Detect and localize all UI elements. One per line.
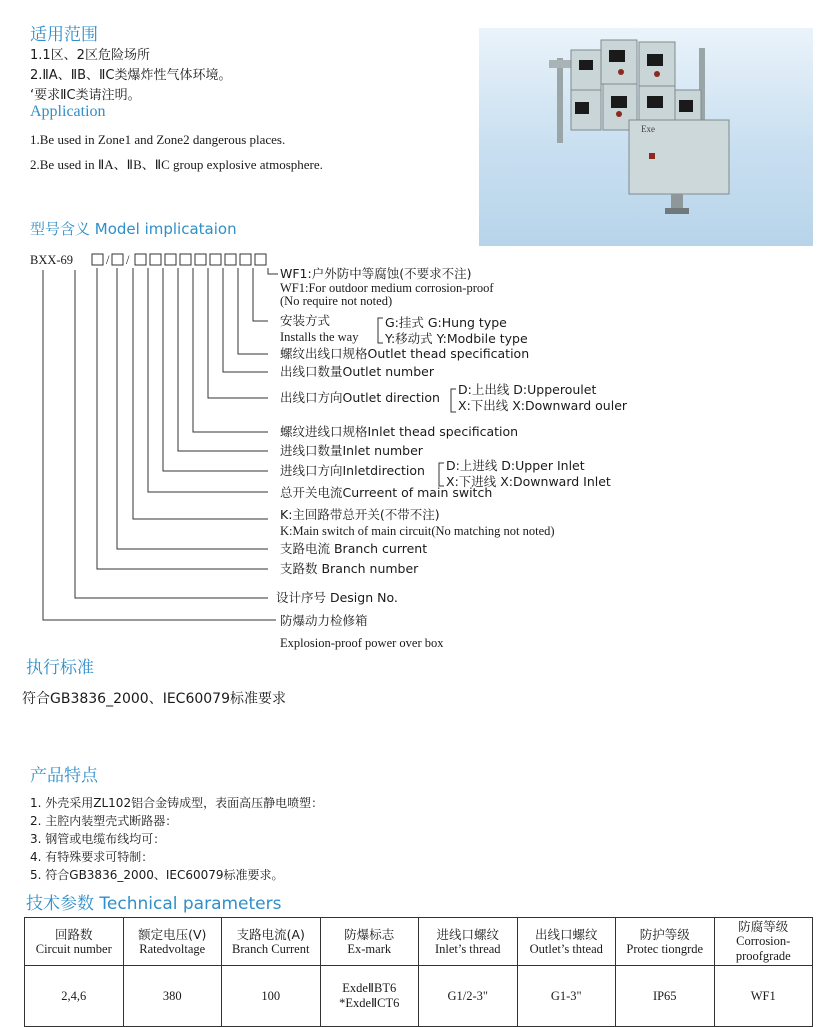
label-install-y: Y:移动式 Y:Modbile type [385, 331, 528, 346]
params-table [24, 917, 813, 1027]
label-inlet-d: D:上进线 D:Upper Inlet [446, 458, 585, 473]
col-protection: 防护等级 Protec tiongrde [616, 918, 715, 966]
application-item-1: 1.Be used in Zone1 and Zone2 dangerous places. [30, 132, 286, 147]
application-item-2: 2.Be used in ⅡA、ⅡB、ⅡC group explosive atmosphere. [30, 157, 323, 172]
col-exmark: 防爆标志 Ex-mark [320, 918, 419, 966]
label-inlet-thread: 螺纹进线口规格Inlet thead specification [280, 424, 519, 439]
feature-item-1: 1. 外壳采用ZL102铝合金铸成型，表面高压静电喷塑： [30, 796, 324, 810]
feature-item-4: 4. 有特殊要求可特制： [30, 850, 154, 864]
label-wf1-cn: WF1:户外防中等腐蚀(不要求不注) [280, 266, 472, 281]
feature-item-5: 5. 符合GB3836_2000、IEC60079标准要求。 [30, 868, 284, 882]
label-k-en: K:Main switch of main circuit(No matching not noted) [280, 524, 555, 538]
cell-corrosion: WF1 [714, 966, 813, 1027]
label-wf1-note: (No require not noted) [280, 294, 393, 308]
scope-item-1: 1.1区、2区危险场所 [30, 48, 150, 63]
col-voltage: 额定电压(V) Ratedvoltage [123, 918, 222, 966]
label-outlet-thread: 螺纹出线口规格Outlet thead specification [280, 346, 530, 361]
label-branch-current: 支路电流 Branch current [280, 541, 428, 556]
label-branch-number: 支路数 Branch number [280, 561, 419, 576]
label-outlet-x: X:下出线 X:Downward ouler [458, 398, 628, 413]
model-heading: 型号含义 Model implicataion [30, 220, 237, 238]
model-separator-2: / [126, 253, 130, 267]
label-outlet-dir: 出线口方向Outlet direction [280, 390, 440, 405]
standard-heading: 执行标准 [26, 658, 94, 678]
params-heading: 技术参数 Technical parameters [26, 894, 282, 914]
cell-voltage: 380 [123, 966, 222, 1027]
feature-item-3: 3. 钢管或电缆布线均可： [30, 832, 166, 846]
standard-text: 符合GB3836_2000、IEC60079标准要求 [22, 691, 286, 707]
label-install-en: Installs the way [280, 330, 359, 344]
model-code: BXX-69 [30, 253, 74, 267]
cell-current: 100 [222, 966, 321, 1027]
cell-outlet: G1-3" [517, 966, 616, 1027]
feature-item-2: 2. 主腔内装塑壳式断路器： [30, 814, 178, 828]
application-heading: Application [30, 103, 106, 120]
params-data-row [25, 966, 813, 1027]
col-outlet: 出线口螺纹 Outlet’s thtead [517, 918, 616, 966]
label-inlet-x: X:下进线 X:Downward Inlet [446, 474, 611, 489]
scope-item-3: ‘要求ⅡC类请注明。 [30, 88, 141, 103]
label-main-current: 总开关电流Curreent of main switch [280, 485, 493, 500]
label-product-en: Explosion-proof power over box [280, 636, 444, 650]
features-heading: 产品特点 [30, 766, 98, 786]
col-corrosion: 防腐等级 Corrosion-proofgrade [714, 918, 813, 966]
cell-inlet: G1/2-3" [419, 966, 518, 1027]
cell-protection: IP65 [616, 966, 715, 1027]
model-code-boxes [92, 254, 266, 265]
scope-heading: 适用范围 [30, 25, 98, 45]
label-design-no: 设计序号 Design No. [276, 590, 398, 605]
photo-label: Exe [641, 124, 655, 134]
col-inlet: 进线口螺纹 Inlet’s thread [419, 918, 518, 966]
model-leader-lines [43, 268, 278, 620]
col-circuit: 回路数 Circuit number [25, 918, 124, 966]
cell-exmark: ExdeⅡBT6 *ExdeⅡCT6 [320, 966, 419, 1027]
label-outlet-number: 出线口数量Outlet number [280, 364, 434, 379]
col-current: 支路电流(A) Branch Current [222, 918, 321, 966]
label-install-g: G:挂式 G:Hung type [385, 315, 507, 330]
label-k-cn: K:主回路带总开关(不带不注) [280, 507, 440, 522]
label-product-cn: 防爆动力检修箱 [280, 613, 368, 628]
label-install-cn: 安装方式 [280, 313, 331, 328]
label-inlet-number: 进线口数量Inlet number [280, 443, 423, 458]
label-outlet-d: D:上出线 D:Upperoulet [458, 382, 597, 397]
cell-circuit: 2,4,6 [25, 966, 124, 1027]
label-inlet-dir: 进线口方向Inletdirection [280, 463, 425, 478]
scope-item-2: 2.ⅡA、ⅡB、ⅡC类爆炸性气体环境。 [30, 68, 232, 83]
label-wf1-en: WF1:For outdoor medium corrosion-proof [280, 281, 494, 295]
model-separator-1: / [106, 253, 110, 267]
params-header-row [25, 918, 813, 966]
